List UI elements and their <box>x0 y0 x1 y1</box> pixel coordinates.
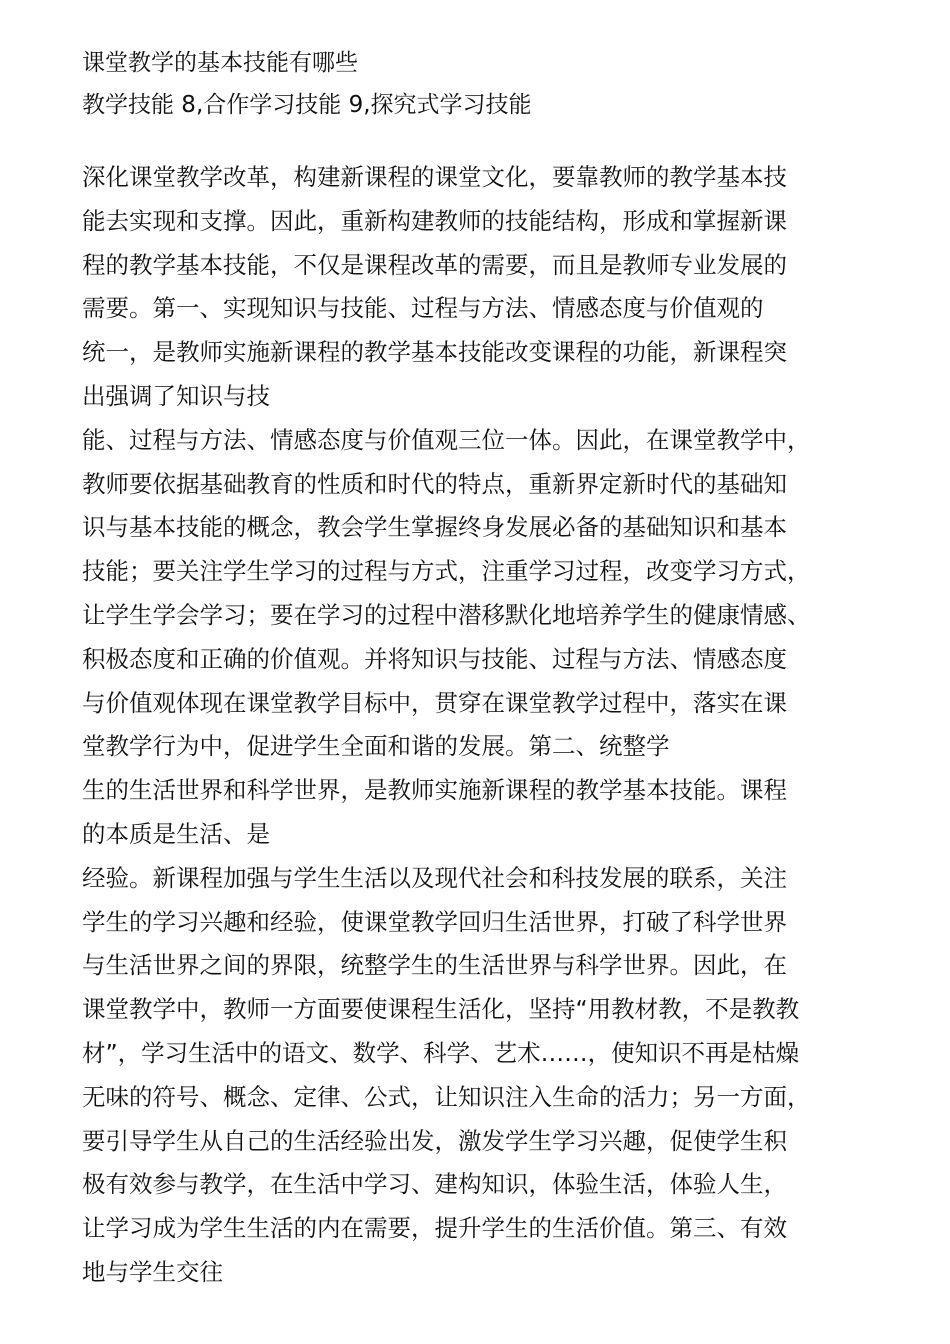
body-line: 程的教学基本技能，不仅是课程改革的需要，而且是教师专业发展的 <box>82 250 787 279</box>
body-line: 出强调了知识与技 <box>82 381 270 410</box>
body-line: 教师要依据基础教育的性质和时代的特点，重新界定新时代的基础知 <box>82 469 787 498</box>
body-line: 积极态度和正确的价值观。并将知识与技能、过程与方法、情感态度 <box>82 644 787 673</box>
body-line: 能去实现和支撑。因此，重新构建教师的技能结构，形成和掌握新课 <box>82 206 787 235</box>
body-line: 经验。新课程加强与学生生活以及现代社会和科技发展的联系，关注 <box>82 863 787 892</box>
body-line: 生的生活世界和科学世界，是教师实施新课程的教学基本技能。课程 <box>82 776 787 805</box>
body-line: 课堂教学中，教师一方面要使课程生活化，坚持“用教材教，不是教教 <box>82 995 800 1024</box>
document-title: 课堂教学的基本技能有哪些 <box>82 50 358 76</box>
body-line: 的本质是生活、是 <box>82 819 270 848</box>
document-header <box>82 42 942 126</box>
header-spacer <box>82 126 942 156</box>
body-line: 地与学生交往 <box>82 1257 223 1286</box>
body-line: 与生活世界之间的界限，统整学生的生活世界与科学世界。因此，在 <box>82 951 787 980</box>
body-line: 与价值观体现在课堂教学目标中，贯穿在课堂教学过程中，落实在课 <box>82 688 787 717</box>
body-line: 材”，学习生活中的语文、数学、科学、艺术……，使知识不再是枯燥 <box>82 1038 800 1067</box>
document-page <box>82 42 942 1295</box>
body-line: 学生的学习兴趣和经验，使课堂教学回归生活世界，打破了科学世界 <box>82 907 787 936</box>
body-line: 让学生学会学习；要在学习的过程中潜移默化地培养学生的健康情感、 <box>82 600 811 629</box>
body-line: 无味的符号、概念、定律、公式，让知识注入生命的活力；另一方面， <box>82 1082 811 1111</box>
document-body <box>82 156 942 1295</box>
body-line: 让学习成为学生生活的内在需要，提升学生的生活价值。第三、有效 <box>82 1214 787 1243</box>
body-line: 统一，是教师实施新课程的教学基本技能改变课程的功能，新课程突 <box>82 338 787 367</box>
body-line: 极有效参与教学，在生活中学习、建构知识，体验生活，体验人生， <box>82 1170 787 1199</box>
body-line: 识与基本技能的概念，教会学生掌握终身发展必备的基础知识和基本 <box>82 513 787 542</box>
body-line: 深化课堂教学改革，构建新课程的课堂文化，要靠教师的教学基本技 <box>82 163 787 191</box>
document-subtitle: 教学技能 8,合作学习技能 9,探究式学习技能 <box>82 92 532 118</box>
body-line: 堂教学行为中，促进学生全面和谐的发展。第二、统整学 <box>82 732 670 761</box>
body-line: 技能；要关注学生学习的过程与方式，注重学习过程，改变学习方式， <box>82 557 811 586</box>
body-line: 需要。第一、实现知识与技能、过程与方法、情感态度与价值观的 <box>82 294 764 323</box>
body-line: 能、过程与方法、情感态度与价值观三位一体。因此，在课堂教学中， <box>82 425 811 454</box>
body-line: 要引导学生从自己的生活经验出发，激发学生学习兴趣，促使学生积 <box>82 1126 787 1155</box>
